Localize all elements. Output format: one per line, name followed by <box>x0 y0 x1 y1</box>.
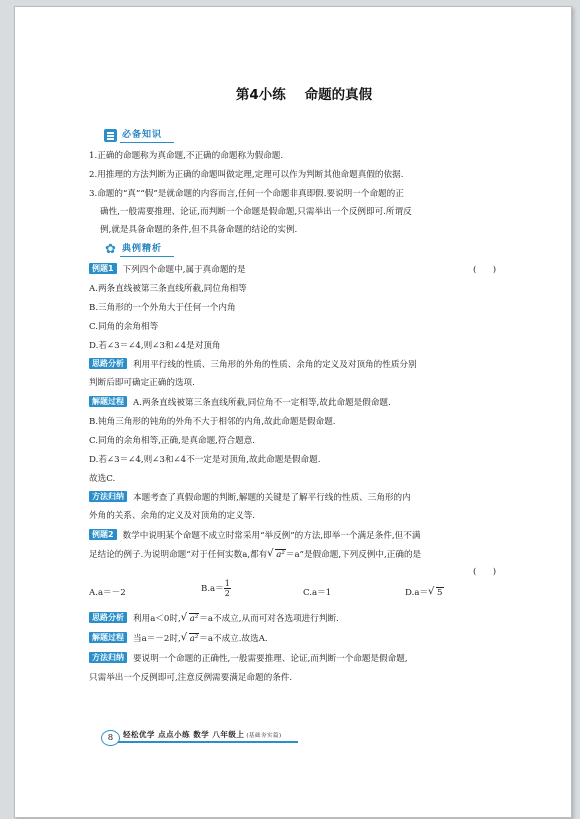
knowledge-point-1: 1.正确的命题称为真命题,不正确的命题称为假命题. <box>89 151 284 161</box>
footer-title-text: 轻松优学 点点小练 数学 八年级上 <box>123 730 245 739</box>
example-2-tag: 例题2 <box>89 529 117 540</box>
example-1-analysis <box>89 356 417 374</box>
example-1-analysis-tag: 思路分析 <box>89 358 127 369</box>
example-1-tag: 例题1 <box>89 263 117 274</box>
example-2-option-d-prefix: D.a＝ <box>405 588 429 598</box>
example-1-option-a: A.两条直线被第三条直线所截,同位角相等 <box>89 284 247 294</box>
page-footer <box>89 725 519 749</box>
example-1-solution-line-1: A.两条直线被第三条直线所截,同位角不一定相等,故此命题是假命题. <box>133 398 391 408</box>
fraction-numerator: 1 <box>224 579 230 588</box>
example-2-method-tag: 方法归纳 <box>89 652 127 663</box>
example-2-analysis-text-a: 利用a＜0时, <box>133 614 181 624</box>
example-1-method-text-1: 本题考查了真假命题的判断,解题的关键是了解平行线的性质、三角形的内 <box>133 493 411 503</box>
example-2-solution-text-a: 当a＝－2时, <box>133 634 181 644</box>
sqrt-argument: a² <box>276 550 285 560</box>
example-2-solution-tag: 解题过程 <box>89 632 127 643</box>
knowledge-section-label: 必备知识 <box>120 129 174 143</box>
page-title: 第4小练 命题的真假 <box>235 87 373 103</box>
sqrt-expression <box>428 584 443 602</box>
example-1-analysis-text-1: 利用平行线的性质、三角形的外角的性质、余角的定义及对顶角的性质分别 <box>133 360 417 370</box>
flower-icon: ✿ <box>105 242 116 257</box>
fraction <box>224 579 231 598</box>
fraction-denominator: 2 <box>224 589 230 598</box>
example-1-answer-blank: ( ) <box>473 265 497 275</box>
knowledge-point-3-line-3: 例,就是具备命题的条件,但不具备命题的结论的实例. <box>100 225 298 235</box>
knowledge-section-header <box>104 128 174 143</box>
example-2-solution-text-b: ＝a不成立.故选A. <box>199 634 268 644</box>
example-2-option-d <box>405 584 444 602</box>
example-2-question-line-1: 数学中说明某个命题不成立时常采用“举反例”的方法,即举一个满足条件,但不满 <box>122 531 421 541</box>
example-2-option-b-prefix: B.a＝ <box>201 584 224 594</box>
example-1-option-d: D.若∠3＝∠4,则∠3和∠4是对顶角 <box>89 341 221 351</box>
page-number: 8 <box>101 730 120 746</box>
example-1-question-text: 下列四个命题中,属于真命题的是 <box>122 265 246 275</box>
sqrt-symbol: √ <box>180 612 188 623</box>
example-section-header <box>104 242 174 257</box>
example-1-method-line-2: 外角的关系、余角的定义及对顶角的定义等. <box>89 511 256 521</box>
example-2-analysis-tag: 思路分析 <box>89 612 127 623</box>
footer-book-title <box>123 729 282 740</box>
example-1-method <box>89 489 411 507</box>
knowledge-point-3-line-2: 确性,一般需要推理、论证,而判断一个命题是假命题,只需举出一个反例即可.所谓反 <box>100 207 412 217</box>
sqrt-argument: a² <box>189 634 199 644</box>
footer-rule <box>118 741 298 743</box>
example-2-question <box>89 527 420 545</box>
example-2-option-c: C.a＝1 <box>303 588 332 598</box>
example-2-answer-blank: ( ) <box>473 567 497 577</box>
example-1-solution-line-2: B.钝角三角形的钝角的外角不大于相邻的内角,故此命题是假命题. <box>89 417 336 427</box>
example-1-solution <box>89 394 391 412</box>
example-1-solution-conclusion: 故选C. <box>89 474 116 484</box>
example-2-method <box>89 650 408 668</box>
example-2-method-line-2: 只需举出一个反例即可,注意反例需要满足命题的条件. <box>89 673 293 683</box>
book-icon <box>104 129 117 142</box>
sqrt-argument: 5 <box>437 588 443 598</box>
example-2-question-line-2 <box>89 546 421 564</box>
example-2-option-a: A.a＝－2 <box>89 588 126 598</box>
sqrt-symbol: √ <box>267 548 274 559</box>
sqrt-argument: a² <box>189 614 199 624</box>
footer-edition: (基础夯实篇) <box>246 733 282 739</box>
example-2-option-b <box>201 579 231 598</box>
example-2-solution <box>89 630 268 648</box>
example-2-analysis <box>89 610 339 628</box>
example-1-method-tag: 方法归纳 <box>89 491 127 502</box>
sqrt-expression <box>181 630 200 648</box>
example-2-analysis-text-b: ＝a不成立,从而可对各选项进行判断. <box>199 614 339 624</box>
knowledge-point-2: 2.用推理的方法判断为正确的命题叫做定理,定理可以作为判断其他命题真假的依据. <box>89 170 404 180</box>
example-2-question-line-2-a: 足结论的例子.为说明命题“对于任何实数a,都有 <box>89 550 268 560</box>
sqrt-expression <box>267 546 286 564</box>
example-1-option-b: B.三角形的一个外角大于任何一个内角 <box>89 303 236 313</box>
document-page <box>14 6 572 818</box>
example-1-solution-line-4: D.若∠3＝∠4,则∠3和∠4不一定是对顶角,故此命题是假命题. <box>89 455 321 465</box>
example-1-solution-tag: 解题过程 <box>89 396 127 407</box>
example-section-label: 典例精析 <box>120 243 174 257</box>
example-1-option-c: C.同角的余角相等 <box>89 322 159 332</box>
example-2-method-text-1: 要说明一个命题的正确性,一般需要推理、论证,而判断一个命题是假命题, <box>133 654 408 664</box>
example-1-question <box>89 261 246 279</box>
example-1-solution-line-3: C.同角的余角相等,正确,是真命题,符合题意. <box>89 436 256 446</box>
sqrt-symbol: √ <box>180 632 188 643</box>
example-2-question-line-2-b: ＝a”是假命题,下列反例中,正确的是 <box>285 550 422 560</box>
knowledge-point-3-line-1: 3.命题的“真”“假”是就命题的内容而言,任何一个命题非真即假.要说明一个命题的正 <box>89 189 404 199</box>
example-1-analysis-line-2: 判断后即可确定正确的选项. <box>89 378 195 388</box>
sqrt-symbol: √ <box>428 586 435 597</box>
sqrt-expression <box>181 610 200 628</box>
